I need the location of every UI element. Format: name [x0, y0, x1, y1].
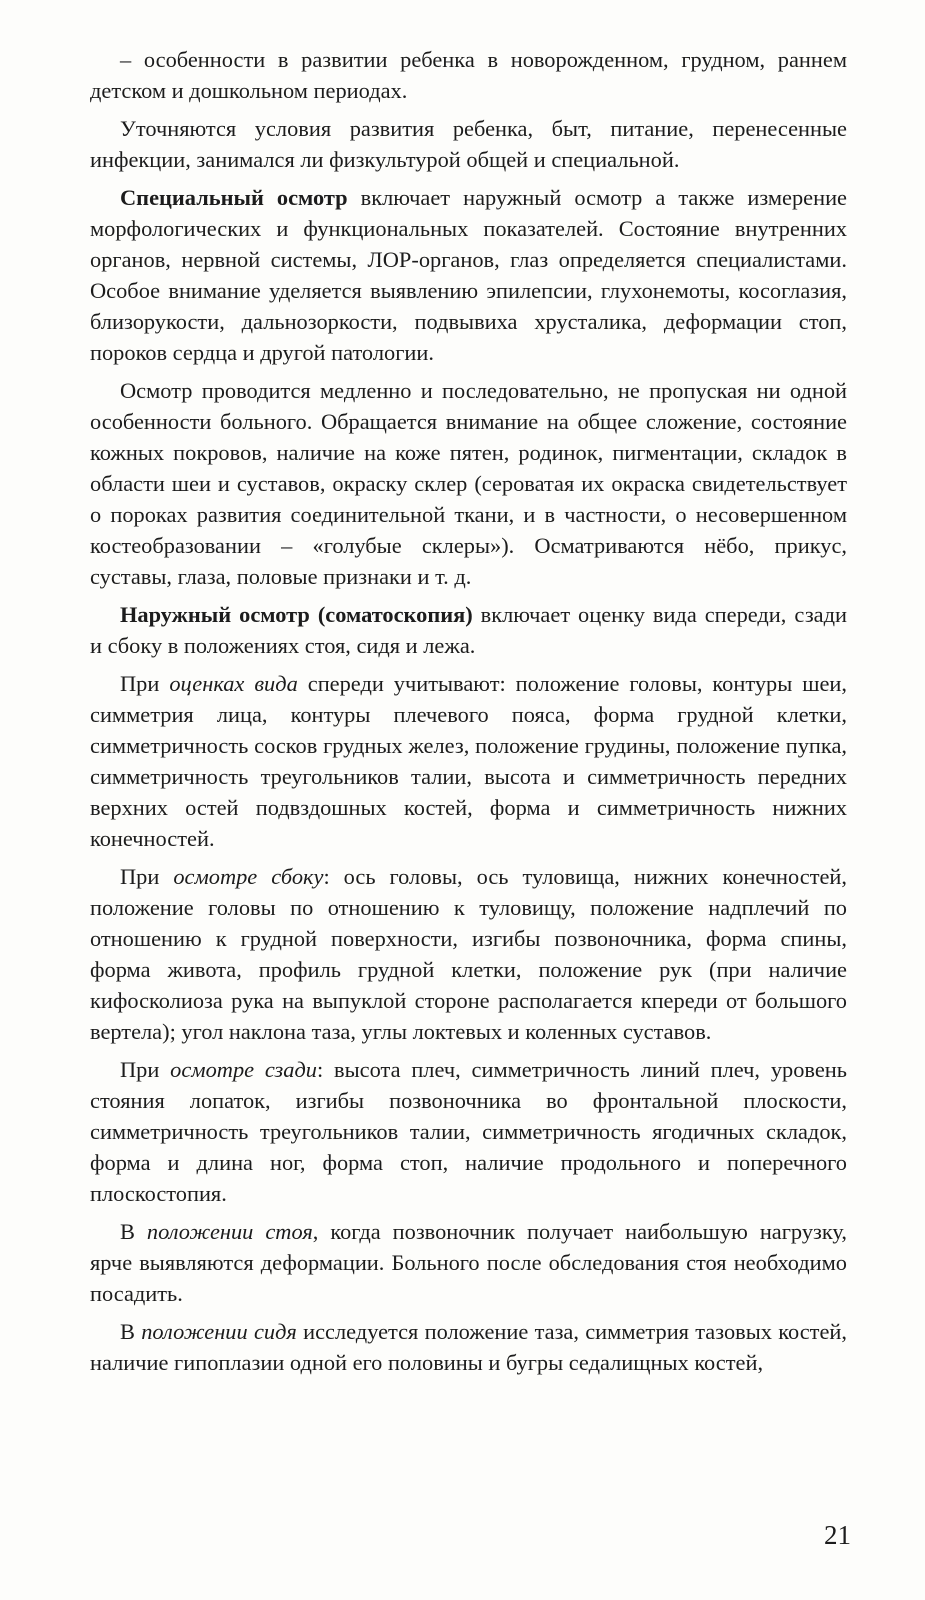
paragraph-lead-italic: оценках вида	[169, 671, 298, 696]
paragraph-lead-italic: осмотре сзади	[170, 1057, 318, 1082]
page-number: 21	[824, 1520, 851, 1550]
paragraph-3	[90, 182, 847, 368]
paragraph-lead-bold: Наружный осмотр (соматоскопия)	[120, 602, 473, 627]
paragraph-pre: При	[120, 864, 174, 889]
paragraph-text: – особенности в развитии ребенка в новорожденном, грудном, раннем детском и дошкольном периодах.	[90, 47, 847, 103]
paragraph-text: : высота плеч, симметричность линий плеч, уровень стояния лопаток, изгибы позвоночника во фронтальной плоскости, симметричность треугольников талии, симметричность ягодичных складок, форма и длина ног, форма стоп, наличие продольного и поперечного плоскостопия.	[90, 1057, 847, 1206]
paragraph-2	[90, 113, 847, 175]
body-text	[90, 44, 847, 1385]
paragraph-pre: При	[120, 671, 170, 696]
paragraph-lead-italic: положении сидя	[141, 1319, 297, 1344]
paragraph-text: исследуется положение таза, симметрия тазовых костей, наличие гипоплазии одной его половины и бугры седалищных костей,	[90, 1319, 847, 1375]
paragraph-6	[90, 668, 847, 854]
paragraph-text: включает оценку вида спереди, сзади и сбоку в положениях стоя, сидя и лежа.	[90, 602, 847, 658]
paragraph-8	[90, 1054, 847, 1209]
paragraph-pre: При	[120, 1057, 171, 1082]
paragraph-5	[90, 599, 847, 661]
paragraph-9	[90, 1216, 847, 1309]
paragraph-4	[90, 375, 847, 592]
paragraph-10	[90, 1316, 847, 1378]
paragraph-1	[90, 44, 847, 106]
paragraph-text: включает наружный осмотр а также измерение морфологических и функциональных показателей. Состояние внутренних органов, нервной системы, ЛОР-органов, глаз определяется специалистами. Особое внимание уделяется выявлению эпилепсии, глухонемоты, косоглазия, близорукости, дальнозоркости, подвывиха хрусталика, деформации стоп, пороков сердца и другой патологии.	[90, 185, 847, 365]
paragraph-pre: В	[120, 1319, 142, 1344]
paragraph-text: Осмотр проводится медленно и последовательно, не пропуская ни одной особенности больного. Обращается внимание на общее сложение, состояние кожных покровов, наличие на коже пятен, родинок, пигментации, складок в области шеи и суставов, окраску склер (сероватая их окраска свидетельствует о пороках развития соединительной ткани, и в частности, о несовершенном костеобразовании – «голубые склеры»). Осматриваются нёбо, прикус, суставы, глаза, половые признаки и т. д.	[90, 378, 847, 589]
paragraph-lead-italic: осмотре сбоку	[173, 864, 324, 889]
paragraph-lead-bold: Специальный осмотр	[120, 185, 348, 210]
paragraph-pre: В	[120, 1219, 147, 1244]
paragraph-lead-italic: положении стоя	[146, 1219, 313, 1244]
paragraph-text: спереди учитывают: положение головы, контуры шеи, симметрия лица, контуры плечевого пояса, форма грудной клетки, симметричность сосков грудных желез, положение грудины, положение пупка, симметричность треугольников талии, высота и симметричность передних верхних остей подвздошных костей, форма и симметричность нижних конечностей.	[90, 671, 848, 851]
paragraph-text: Уточняются условия развития ребенка, быт, питание, перенесенные инфекции, занимался ли физкультурой общей и специальной.	[90, 116, 847, 172]
paragraph-text: , когда позвоночник получает наибольшую нагрузку, ярче выявляются деформации. Больного после обследования стоя необходимо посадить.	[90, 1219, 847, 1306]
paragraph-7	[90, 861, 847, 1047]
paragraph-text: : ось головы, ось туловища, нижних конечностей, положение головы по отношению к туловищу, положение надплечий по отношению к грудной поверхности, изгибы позвоночника, форма спины, форма живота, профиль грудной клетки, положение рук (при наличие кифосколиоза рука на выпуклой стороне располагается кпереди от большого вертела); угол наклона таза, углы локтевых и коленных суставов.	[90, 864, 847, 1044]
